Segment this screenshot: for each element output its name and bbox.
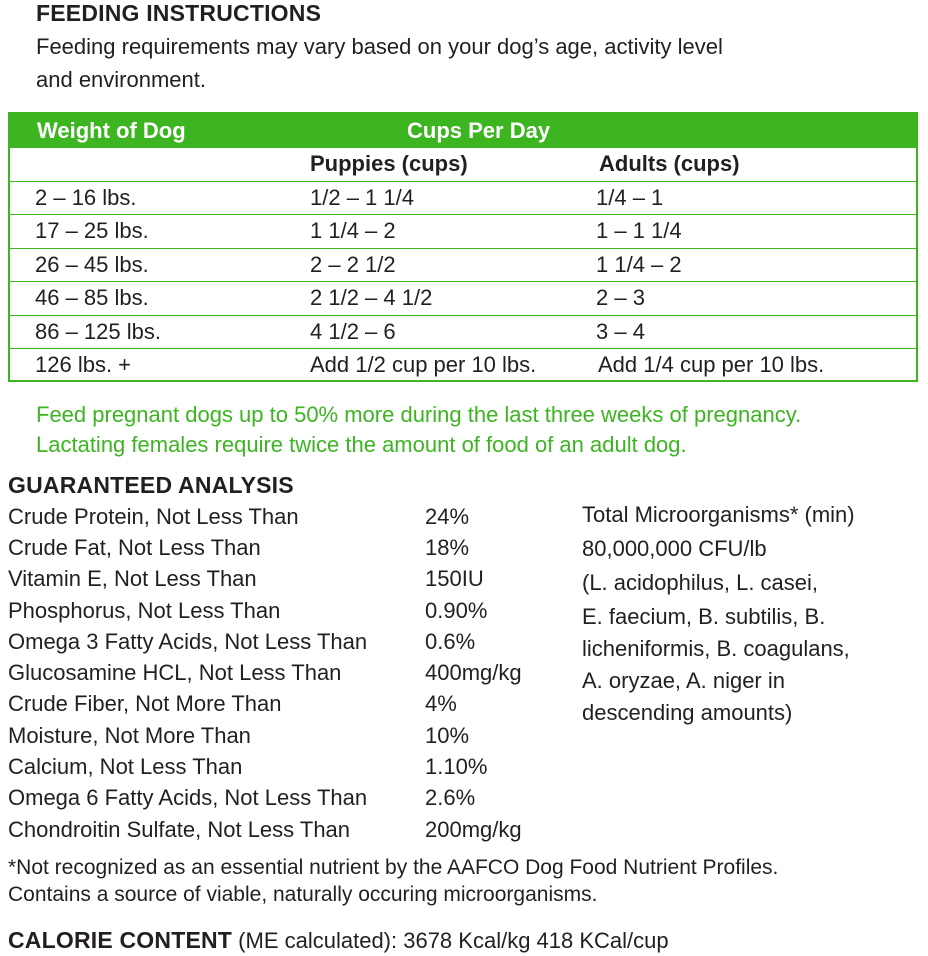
microorganisms-line: E. faecium, B. subtilis, B. (582, 604, 826, 629)
analysis-value: 1.10% (425, 754, 488, 779)
analysis-name: Omega 3 Fatty Acids, Not Less Than (8, 629, 368, 654)
analysis-value: 0.90% (425, 598, 488, 623)
analysis-value: 24% (425, 504, 470, 529)
analysis-value: 400mg/kg (425, 660, 522, 685)
analysis-row (8, 535, 548, 566)
puppies-cell: Add 1/2 cup per 10 lbs. (310, 352, 537, 377)
microorganisms-line: descending amounts) (582, 700, 793, 725)
analysis-name: Chondroitin Sulfate, Not Less Than (8, 817, 351, 842)
table-row (10, 315, 916, 348)
puppies-cell: 1/2 – 1 1/4 (310, 185, 414, 210)
puppies-cell: 1 1/4 – 2 (310, 218, 396, 243)
analysis-row (8, 629, 548, 660)
sub-adults-header: Adults (cups) (599, 151, 740, 176)
col-cups-header: Cups Per Day (407, 118, 551, 143)
analysis-name: Phosphorus, Not Less Than (8, 598, 281, 623)
table-row (10, 214, 916, 247)
analysis-name: Crude Protein, Not Less Than (8, 504, 299, 529)
weight-cell: 2 – 16 lbs. (35, 185, 137, 210)
adults-cell: Add 1/4 cup per 10 lbs. (598, 352, 825, 377)
table-row (10, 348, 916, 381)
analysis-row (8, 785, 548, 816)
analysis-name: Calcium, Not Less Than (8, 754, 243, 779)
analysis-row (8, 754, 548, 785)
adults-cell: 1 – 1 1/4 (596, 218, 682, 243)
feeding-table (8, 112, 918, 382)
calorie-content (8, 927, 669, 954)
analysis-value: 4% (425, 691, 457, 716)
analysis-value: 150IU (425, 566, 484, 591)
analysis-name: Crude Fat, Not Less Than (8, 535, 261, 560)
puppies-cell: 2 1/2 – 4 1/2 (310, 285, 433, 310)
analysis-row (8, 660, 548, 691)
adults-cell: 1 1/4 – 2 (596, 252, 682, 277)
adults-cell: 2 – 3 (596, 285, 645, 310)
analysis-value: 200mg/kg (425, 817, 522, 842)
analysis-row (8, 817, 548, 848)
adults-cell: 3 – 4 (596, 319, 645, 344)
table-row (10, 248, 916, 281)
weight-cell: 26 – 45 lbs. (35, 252, 149, 277)
analysis-value: 2.6% (425, 785, 476, 810)
analysis-value: 0.6% (425, 629, 476, 654)
microorganisms-line: 80,000,000 CFU/lb (582, 536, 767, 561)
calorie-value: (ME calculated): 3678 Kcal/kg 418 KCal/cup (232, 928, 669, 953)
analysis-name: Glucosamine HCL, Not Less Than (8, 660, 342, 685)
microorganisms-line: A. oryzae, A. niger in (582, 668, 785, 693)
analysis-row (8, 504, 548, 535)
analysis-name: Crude Fiber, Not More Than (8, 691, 282, 716)
analysis-name: Moisture, Not More Than (8, 723, 251, 748)
analysis-title: GUARANTEED ANALYSIS (8, 472, 294, 498)
footnote-line1: *Not recognized as an essential nutrient by the AAFCO Dog Food Nutrient Profiles. (8, 856, 779, 879)
microorganisms-line: (L. acidophilus, L. casei, (582, 570, 819, 595)
microorganisms-line: Total Microorganisms* (min) (582, 502, 855, 527)
adults-cell: 1/4 – 1 (596, 185, 664, 210)
analysis-row (8, 566, 548, 597)
weight-cell: 46 – 85 lbs. (35, 285, 149, 310)
weight-cell: 86 – 125 lbs. (35, 319, 161, 344)
feeding-table-subheader (10, 148, 916, 181)
pregnancy-note: Feed pregnant dogs up to 50% more during the last three weeks of pregnancy. (36, 402, 802, 427)
microorganisms-line: licheniformis, B. coagulans, (582, 636, 850, 661)
col-weight-header: Weight of Dog (37, 118, 186, 143)
analysis-row (8, 691, 548, 722)
analysis-row (8, 598, 548, 629)
footnote-line2: Contains a source of viable, naturally occuring microorganisms. (8, 883, 598, 906)
puppies-cell: 2 – 2 1/2 (310, 252, 396, 277)
puppies-cell: 4 1/2 – 6 (310, 319, 396, 344)
analysis-row (8, 723, 548, 754)
analysis-name: Vitamin E, Not Less Than (8, 566, 257, 591)
feeding-intro-line2: and environment. (36, 67, 206, 92)
analysis-name: Omega 6 Fatty Acids, Not Less Than (8, 785, 368, 810)
analysis-value: 10% (425, 723, 470, 748)
table-row (10, 181, 916, 214)
feeding-intro-line1: Feeding requirements may vary based on your dog’s age, activity level (36, 34, 723, 59)
feeding-table-header (10, 114, 916, 148)
feeding-title: FEEDING INSTRUCTIONS (36, 0, 322, 26)
lactation-note: Lactating females require twice the amount of food of an adult dog. (36, 432, 687, 457)
table-row (10, 281, 916, 314)
analysis-value: 18% (425, 535, 470, 560)
weight-cell: 126 lbs. + (35, 352, 132, 377)
sub-puppies-header: Puppies (cups) (310, 151, 468, 176)
calorie-label: CALORIE CONTENT (8, 927, 233, 953)
weight-cell: 17 – 25 lbs. (35, 218, 149, 243)
